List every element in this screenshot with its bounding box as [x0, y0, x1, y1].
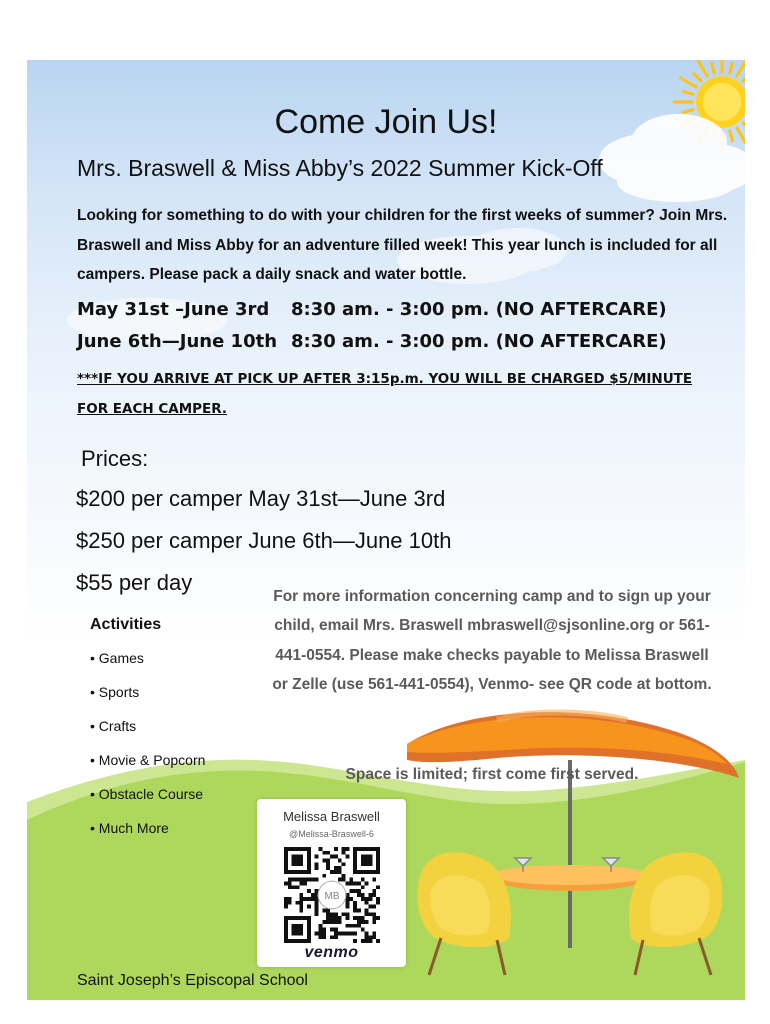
- qr-module: [357, 908, 361, 912]
- qr-module: [361, 939, 365, 943]
- qr-module: [303, 882, 307, 886]
- qr-module: [345, 924, 349, 928]
- qr-module: [372, 935, 376, 939]
- qr-finder: [292, 855, 304, 867]
- qr-module: [330, 855, 334, 859]
- qr-module: [357, 889, 361, 893]
- qr-module: [315, 912, 319, 916]
- qr-module: [326, 862, 330, 866]
- qr-code-icon: [284, 847, 380, 943]
- schedule-dates: June 6th—June 10th: [77, 331, 278, 352]
- qr-module: [307, 897, 311, 901]
- qr-module: [322, 931, 326, 935]
- qr-module: [319, 931, 323, 935]
- qr-module: [296, 901, 300, 905]
- qr-module: [296, 885, 300, 889]
- table-top-shine: [492, 865, 648, 885]
- qr-module: [288, 878, 292, 882]
- qr-module: [342, 878, 346, 882]
- sun-ray: [683, 92, 693, 95]
- sun-ray: [737, 60, 745, 76]
- list-item: • Obstacle Course: [90, 786, 205, 820]
- schedule-times: 8:30 am. - 3:00 pm. (NO AFTERCARE): [291, 331, 667, 352]
- qr-module: [345, 901, 349, 905]
- qr-module: [353, 924, 357, 928]
- qr-module: [330, 870, 334, 874]
- qr-module: [372, 893, 376, 897]
- qr-module: [372, 878, 376, 882]
- qr-module: [326, 916, 330, 920]
- qr-module: [365, 901, 369, 905]
- qr-module: [345, 912, 349, 916]
- qr-module: [322, 859, 326, 863]
- qr-module: [345, 905, 349, 909]
- page-title: Come Join Us!: [274, 103, 498, 141]
- qr-module: [353, 882, 357, 886]
- qr-module: [349, 882, 353, 886]
- qr-module: [299, 908, 303, 912]
- late-pickup-notice: ***IF YOU ARRIVE AT PICK UP AFTER 3:15p.m. YOU WILL BE CHARGED $5/MINUTE FOR EACH CAMPER.: [77, 371, 693, 417]
- school-name: Saint Joseph’s Episcopal School: [77, 972, 308, 989]
- qr-module: [322, 928, 326, 932]
- qr-module: [342, 847, 346, 851]
- qr-module: [345, 847, 349, 851]
- qr-module: [353, 905, 357, 909]
- qr-module: [372, 931, 376, 935]
- qr-module: [319, 928, 323, 932]
- qr-module: [334, 931, 338, 935]
- qr-module: [357, 893, 361, 897]
- qr-module: [322, 851, 326, 855]
- activities-heading: Activities: [90, 616, 162, 633]
- qr-module: [361, 928, 365, 932]
- qr-module: [357, 920, 361, 924]
- qr-module: [365, 908, 369, 912]
- qr-module: [334, 870, 338, 874]
- qr-module: [319, 924, 323, 928]
- qr-module: [372, 916, 376, 920]
- qr-module: [361, 878, 365, 882]
- qr-module: [365, 935, 369, 939]
- qr-module: [330, 928, 334, 932]
- qr-module: [322, 920, 326, 924]
- qr-module: [315, 878, 319, 882]
- qr-module: [315, 931, 319, 935]
- qr-module: [326, 920, 330, 924]
- qr-module: [315, 866, 319, 870]
- qr-module: [326, 866, 330, 870]
- qr-module: [361, 897, 365, 901]
- qr-module: [349, 931, 353, 935]
- sun-ray: [743, 74, 745, 81]
- qr-module: [334, 855, 338, 859]
- qr-module: [345, 931, 349, 935]
- venmo-logo: venmo: [304, 944, 359, 961]
- qr-finder: [361, 855, 373, 867]
- qr-module: [349, 897, 353, 901]
- schedule-row: [77, 331, 667, 352]
- qr-module: [353, 889, 357, 893]
- qr-module: [288, 882, 292, 886]
- sun-ray: [730, 63, 733, 73]
- qr-module: [299, 882, 303, 886]
- sun-ray: [698, 60, 707, 76]
- qr-module: [315, 855, 319, 859]
- qr-module: [288, 901, 292, 905]
- qr-module: [338, 866, 342, 870]
- qr-module: [303, 878, 307, 882]
- qr-module: [311, 893, 315, 897]
- qr-module: [334, 935, 338, 939]
- qr-module: [303, 897, 307, 901]
- venmo-qr-card: [257, 799, 406, 967]
- qr-module: [338, 931, 342, 935]
- qr-module: [299, 878, 303, 882]
- sun-ray: [694, 74, 701, 81]
- sun-ray: [712, 63, 715, 73]
- qr-module: [376, 939, 380, 943]
- qr-module: [365, 882, 369, 886]
- price-item: $200 per camper May 31st—June 3rd: [76, 486, 446, 511]
- qr-module: [361, 916, 365, 920]
- qr-module: [368, 893, 372, 897]
- qr-module: [372, 920, 376, 924]
- qr-module: [357, 916, 361, 920]
- qr-module: [349, 924, 353, 928]
- qr-module: [322, 908, 326, 912]
- qr-module: [284, 897, 288, 901]
- subtitle: Mrs. Braswell & Miss Abby’s 2022 Summer Kick-Off: [77, 155, 603, 181]
- schedule-times: 8:30 am. - 3:00 pm. (NO AFTERCARE): [291, 299, 667, 320]
- qr-module: [334, 928, 338, 932]
- qr-module: [307, 889, 311, 893]
- qr-module: [334, 916, 338, 920]
- qr-module: [334, 920, 338, 924]
- qr-module: [357, 882, 361, 886]
- qr-module: [338, 870, 342, 874]
- qr-module: [311, 878, 315, 882]
- qr-module: [365, 920, 369, 924]
- qr-module: [296, 878, 300, 882]
- qr-module: [357, 924, 361, 928]
- venmo-name: Melissa Braswell: [283, 809, 380, 824]
- qr-module: [342, 931, 346, 935]
- qr-module: [319, 847, 323, 851]
- qr-module: [365, 897, 369, 901]
- qr-module: [368, 939, 372, 943]
- qr-module: [322, 935, 326, 939]
- qr-module: [342, 851, 346, 855]
- qr-module: [319, 935, 323, 939]
- qr-module: [326, 859, 330, 863]
- qr-module: [368, 905, 372, 909]
- space-notice: Space is limited; first come first served.: [345, 766, 639, 783]
- qr-module: [330, 920, 334, 924]
- qr-module: [292, 878, 296, 882]
- list-item: • Games: [90, 650, 205, 684]
- qr-module: [330, 912, 334, 916]
- qr-module: [338, 878, 342, 882]
- qr-module: [349, 878, 353, 882]
- qr-module: [284, 882, 288, 886]
- sun-ray: [680, 78, 696, 87]
- qr-module: [342, 912, 346, 916]
- qr-module: [376, 897, 380, 901]
- qr-module: [353, 931, 357, 935]
- qr-module: [326, 912, 330, 916]
- qr-module: [368, 897, 372, 901]
- qr-module: [315, 901, 319, 905]
- qr-module: [361, 893, 365, 897]
- qr-module: [315, 862, 319, 866]
- prices-heading: Prices:: [81, 446, 149, 471]
- qr-module: [299, 897, 303, 901]
- list-item: • Much More: [90, 820, 205, 854]
- qr-module: [368, 912, 372, 916]
- qr-module: [353, 901, 357, 905]
- qr-module: [292, 885, 296, 889]
- qr-module: [345, 916, 349, 920]
- qr-module: [361, 885, 365, 889]
- qr-module: [338, 859, 342, 863]
- qr-module: [376, 916, 380, 920]
- qr-module: [376, 885, 380, 889]
- qr-module: [376, 901, 380, 905]
- activities-list: [90, 650, 205, 854]
- qr-module: [365, 939, 369, 943]
- qr-module: [372, 889, 376, 893]
- qr-module: [334, 866, 338, 870]
- qr-module: [284, 905, 288, 909]
- qr-module: [365, 931, 369, 935]
- qr-module: [284, 901, 288, 905]
- qr-module: [326, 851, 330, 855]
- qr-module: [334, 847, 338, 851]
- qr-module: [338, 916, 342, 920]
- qr-module: [330, 916, 334, 920]
- flyer: [27, 60, 745, 1000]
- price-item: $250 per camper June 6th—June 10th: [76, 528, 452, 553]
- schedule-dates: May 31st –June 3rd: [77, 299, 270, 320]
- qr-module: [338, 920, 342, 924]
- list-item: • Movie & Popcorn: [90, 752, 205, 786]
- venmo-handle: @Melissa-Braswell-6: [289, 829, 374, 839]
- qr-module: [330, 935, 334, 939]
- qr-module: [349, 889, 353, 893]
- qr-module: [299, 901, 303, 905]
- qr-module: [315, 905, 319, 909]
- qr-module: [307, 905, 311, 909]
- contact-info: For more information concerning camp and to sign up your child, email Mrs. Braswell mbraswell@sjsonline.org or 561-441-0554. Please make checks payable to Melissa Braswell or Zelle (use 561-441-0554), Venmo- see QR code at bottom.: [272, 588, 712, 693]
- qr-module: [345, 855, 349, 859]
- qr-module: [361, 920, 365, 924]
- qr-initials: MB: [324, 891, 340, 903]
- qr-module: [288, 897, 292, 901]
- qr-module: [334, 912, 338, 916]
- list-item: • Crafts: [90, 718, 205, 752]
- qr-module: [372, 912, 376, 916]
- qr-module: [311, 897, 315, 901]
- list-item: • Sports: [90, 684, 205, 718]
- price-item: $55 per day: [76, 570, 193, 595]
- qr-module: [299, 905, 303, 909]
- qr-module: [322, 874, 326, 878]
- qr-module: [342, 862, 346, 866]
- qr-module: [307, 878, 311, 882]
- qr-module: [299, 893, 303, 897]
- qr-module: [353, 916, 357, 920]
- qr-module: [372, 905, 376, 909]
- qr-module: [342, 874, 346, 878]
- qr-module: [288, 885, 292, 889]
- qr-module: [315, 908, 319, 912]
- intro-paragraph: Looking for something to do with your children for the first weeks of summer? Join Mrs. Braswell and Miss Abby for an adventure filled week! This year lunch is included for all campers. Please pack a daily snack and water bottle.: [77, 207, 728, 283]
- schedule-row: [77, 299, 667, 320]
- qr-module: [368, 935, 372, 939]
- qr-finder: [292, 924, 304, 936]
- qr-module: [353, 908, 357, 912]
- qr-module: [365, 912, 369, 916]
- qr-module: [345, 882, 349, 886]
- qr-module: [353, 939, 357, 943]
